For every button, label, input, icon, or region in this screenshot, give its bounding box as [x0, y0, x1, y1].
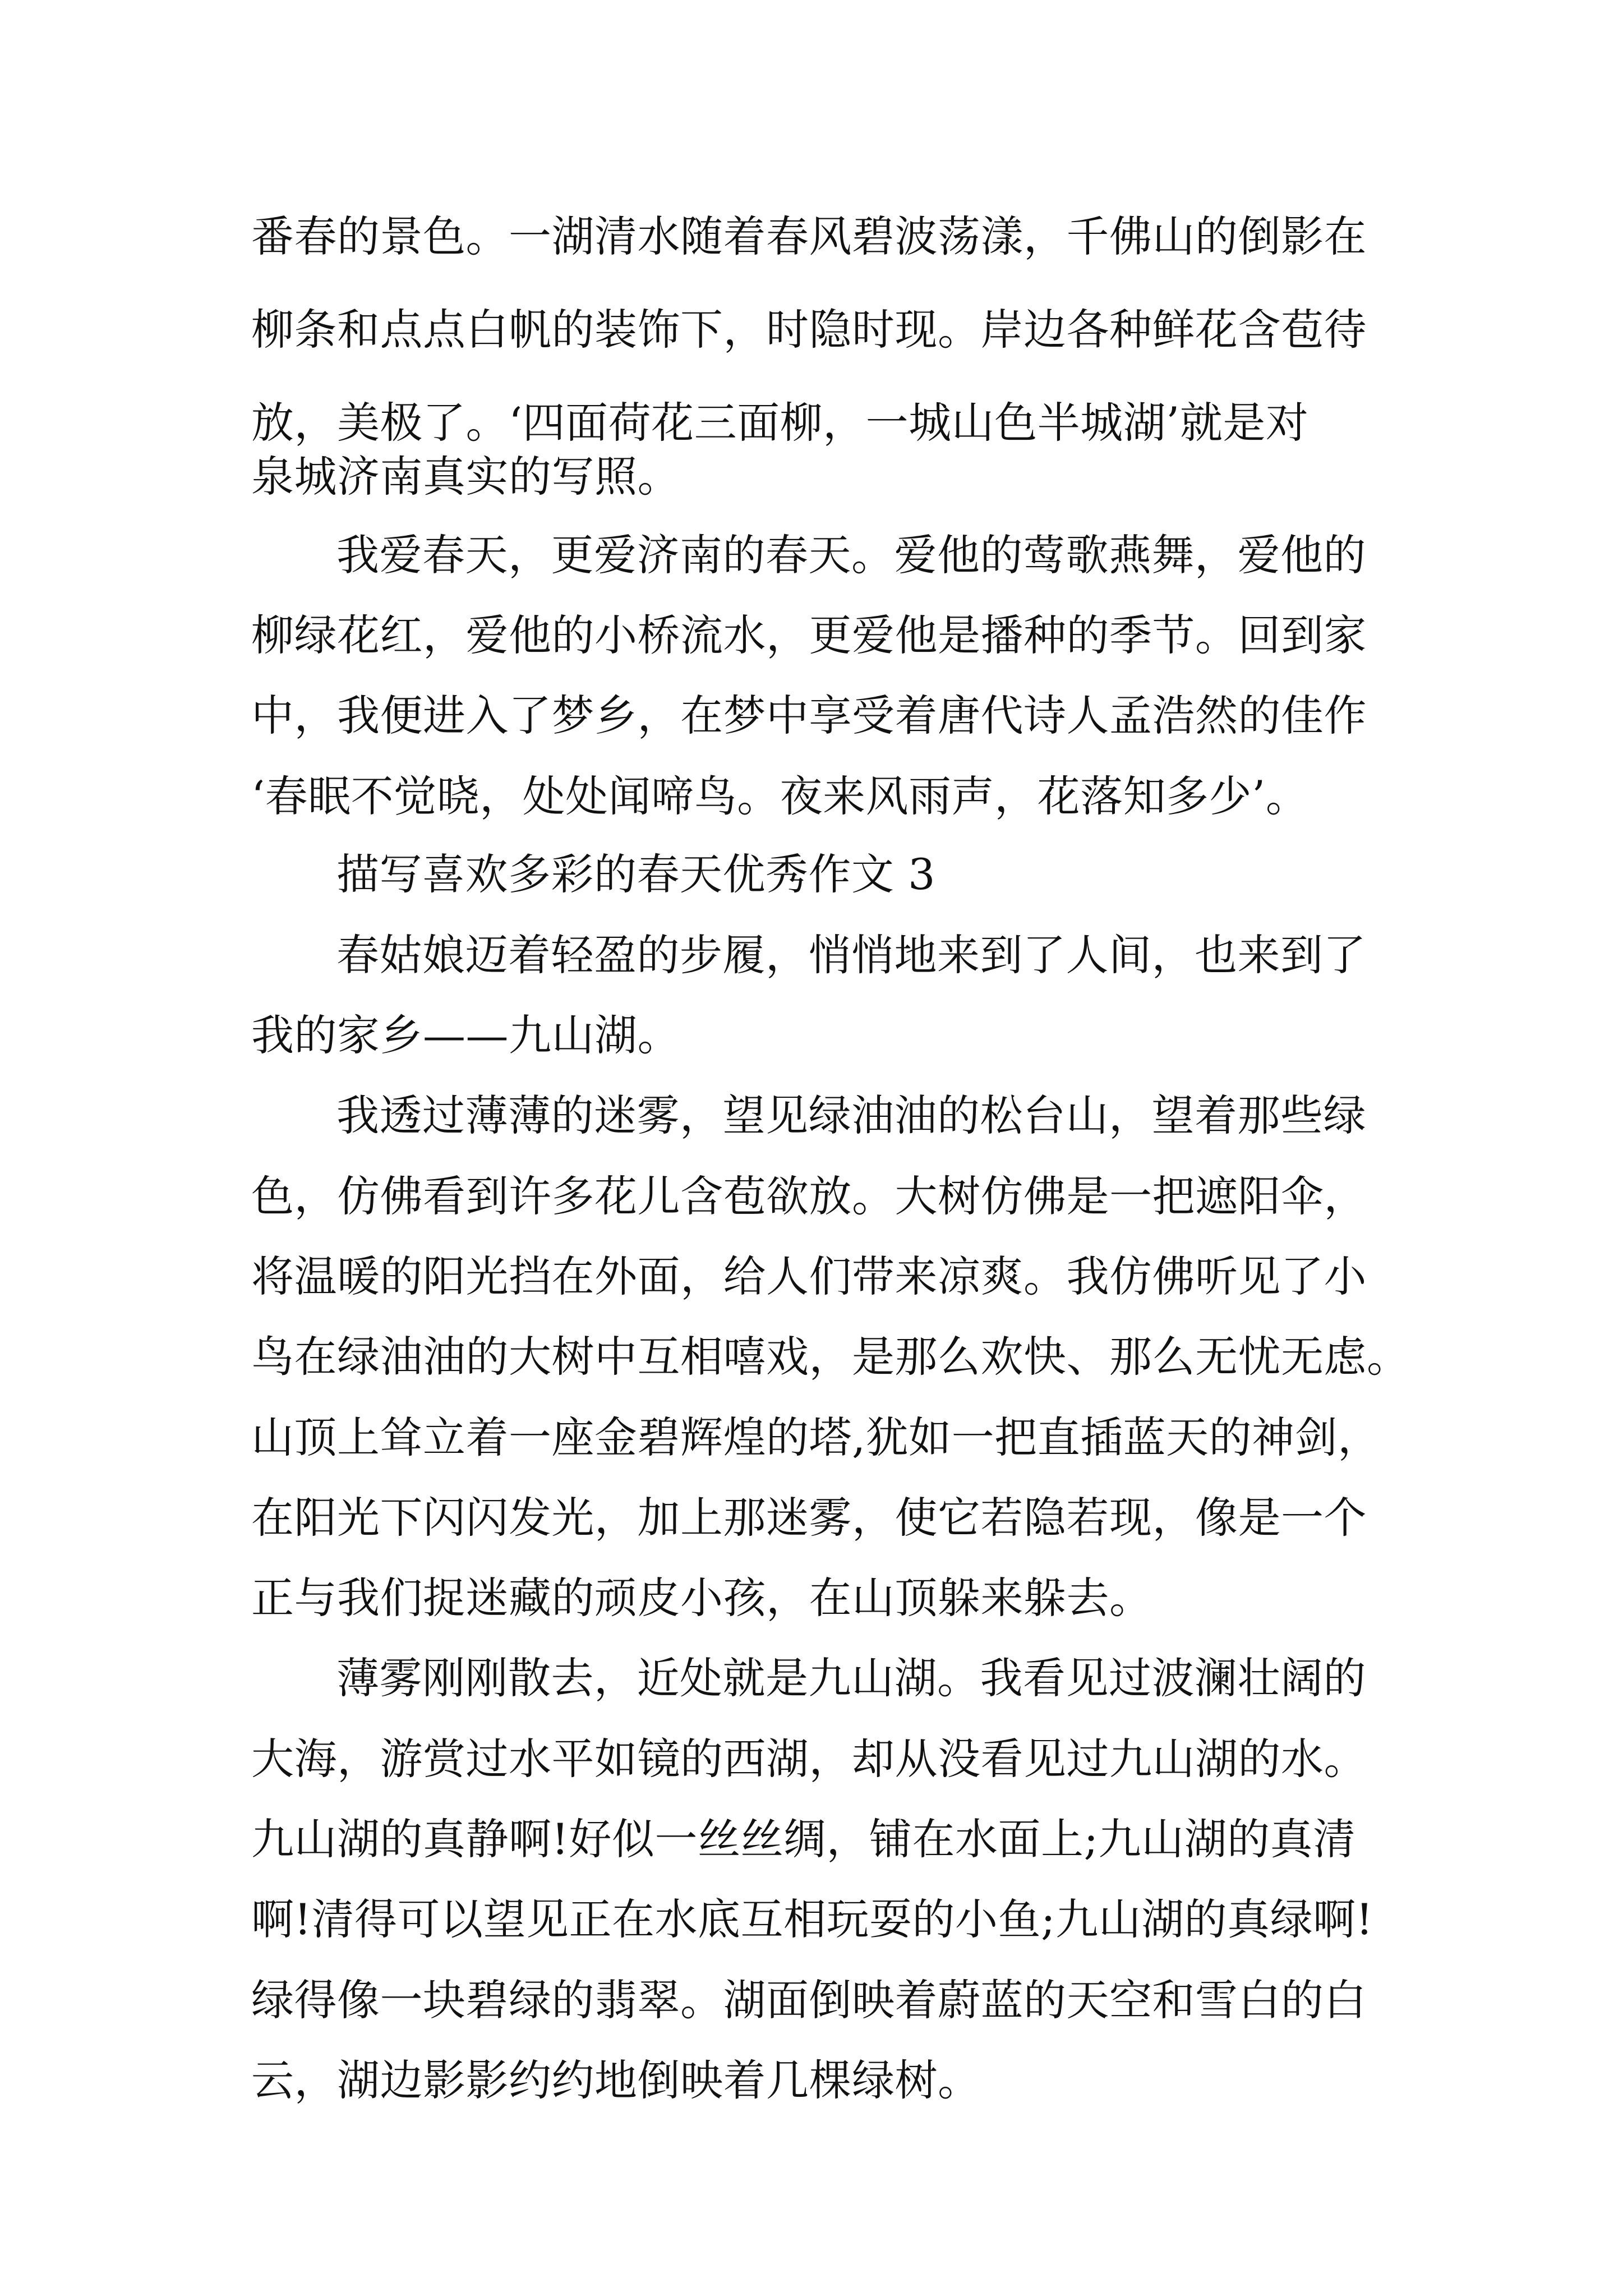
text-line: 山顶上耸立着一座金碧辉煌的塔,犹如一把直插蓝天的神剑，	[251, 1412, 1381, 1462]
text-line: 鸟在绿油油的大树中互相嘻戏，是那么欢快、那么无忧无虑。	[251, 1332, 1410, 1382]
text-line: 九山湖的真静啊!好似一丝丝绸，铺在水面上;九山湖的真清	[251, 1814, 1356, 1864]
text-line: 柳条和点点白帆的装饰下，时隐时现。岸边各种鲜花含苞待	[251, 305, 1367, 355]
text-line: 放，美极了。‘四面荷花三面柳，一城山色半城湖’就是对	[251, 398, 1309, 448]
text-line: 泉城济南真实的写照。	[251, 452, 680, 501]
text-line: 柳绿花红，爱他的小桥流水，更爱他是播种的季节。回到家	[251, 610, 1367, 660]
text-line: 薄雾刚刚散去，近处就是九山湖。我看见过波澜壮阔的	[336, 1653, 1366, 1703]
text-line: 番春的景色。一湖清水随着春风碧波荡漾，千佛山的倒影在	[251, 211, 1367, 261]
text-line: 色，仿佛看到许多花儿含苞欲放。大树仿佛是一把遮阳伞，	[251, 1171, 1367, 1221]
text-line: 云，湖边影影约约地倒映着几棵绿树。	[251, 2055, 981, 2105]
text-line: 将温暖的阳光挡在外面，给人们带来凉爽。我仿佛听见了小	[251, 1251, 1367, 1301]
text-line: 在阳光下闪闪发光，加上那迷雾，使它若隐若现，像是一个	[251, 1493, 1367, 1543]
text-line: 啊!清得可以望见正在水底互相玩耍的小鱼;九山湖的真绿啊!	[251, 1894, 1373, 1944]
section-heading: 描写喜欢多彩的春天优秀作文 3	[336, 849, 936, 899]
text-line: 大海，游赏过水平如镜的西湖，却从没看见过九山湖的水。	[251, 1734, 1367, 1784]
text-line: 绿得像一块碧绿的翡翠。湖面倒映着蔚蓝的天空和雪白的白	[251, 1975, 1367, 2025]
text-line: 我透过薄薄的迷雾，望见绿油油的松台山，望着那些绿	[336, 1091, 1366, 1140]
text-line: 春姑娘迈着轻盈的步履，悄悄地来到了人间，也来到了	[336, 930, 1366, 980]
text-line: ‘春眠不觉晓，处处闻啼鸟。夜来风雨声，花落知多少’。	[251, 771, 1309, 821]
text-line: 我的家乡——九山湖。	[251, 1010, 680, 1060]
text-line: 正与我们捉迷藏的顽皮小孩，在山顶躲来躲去。	[251, 1573, 1152, 1623]
text-line: 我爱春天，更爱济南的春天。爱他的莺歌燕舞，爱他的	[336, 530, 1366, 580]
text-line: 中，我便进入了梦乡，在梦中享受着唐代诗人孟浩然的佳作	[251, 691, 1367, 740]
